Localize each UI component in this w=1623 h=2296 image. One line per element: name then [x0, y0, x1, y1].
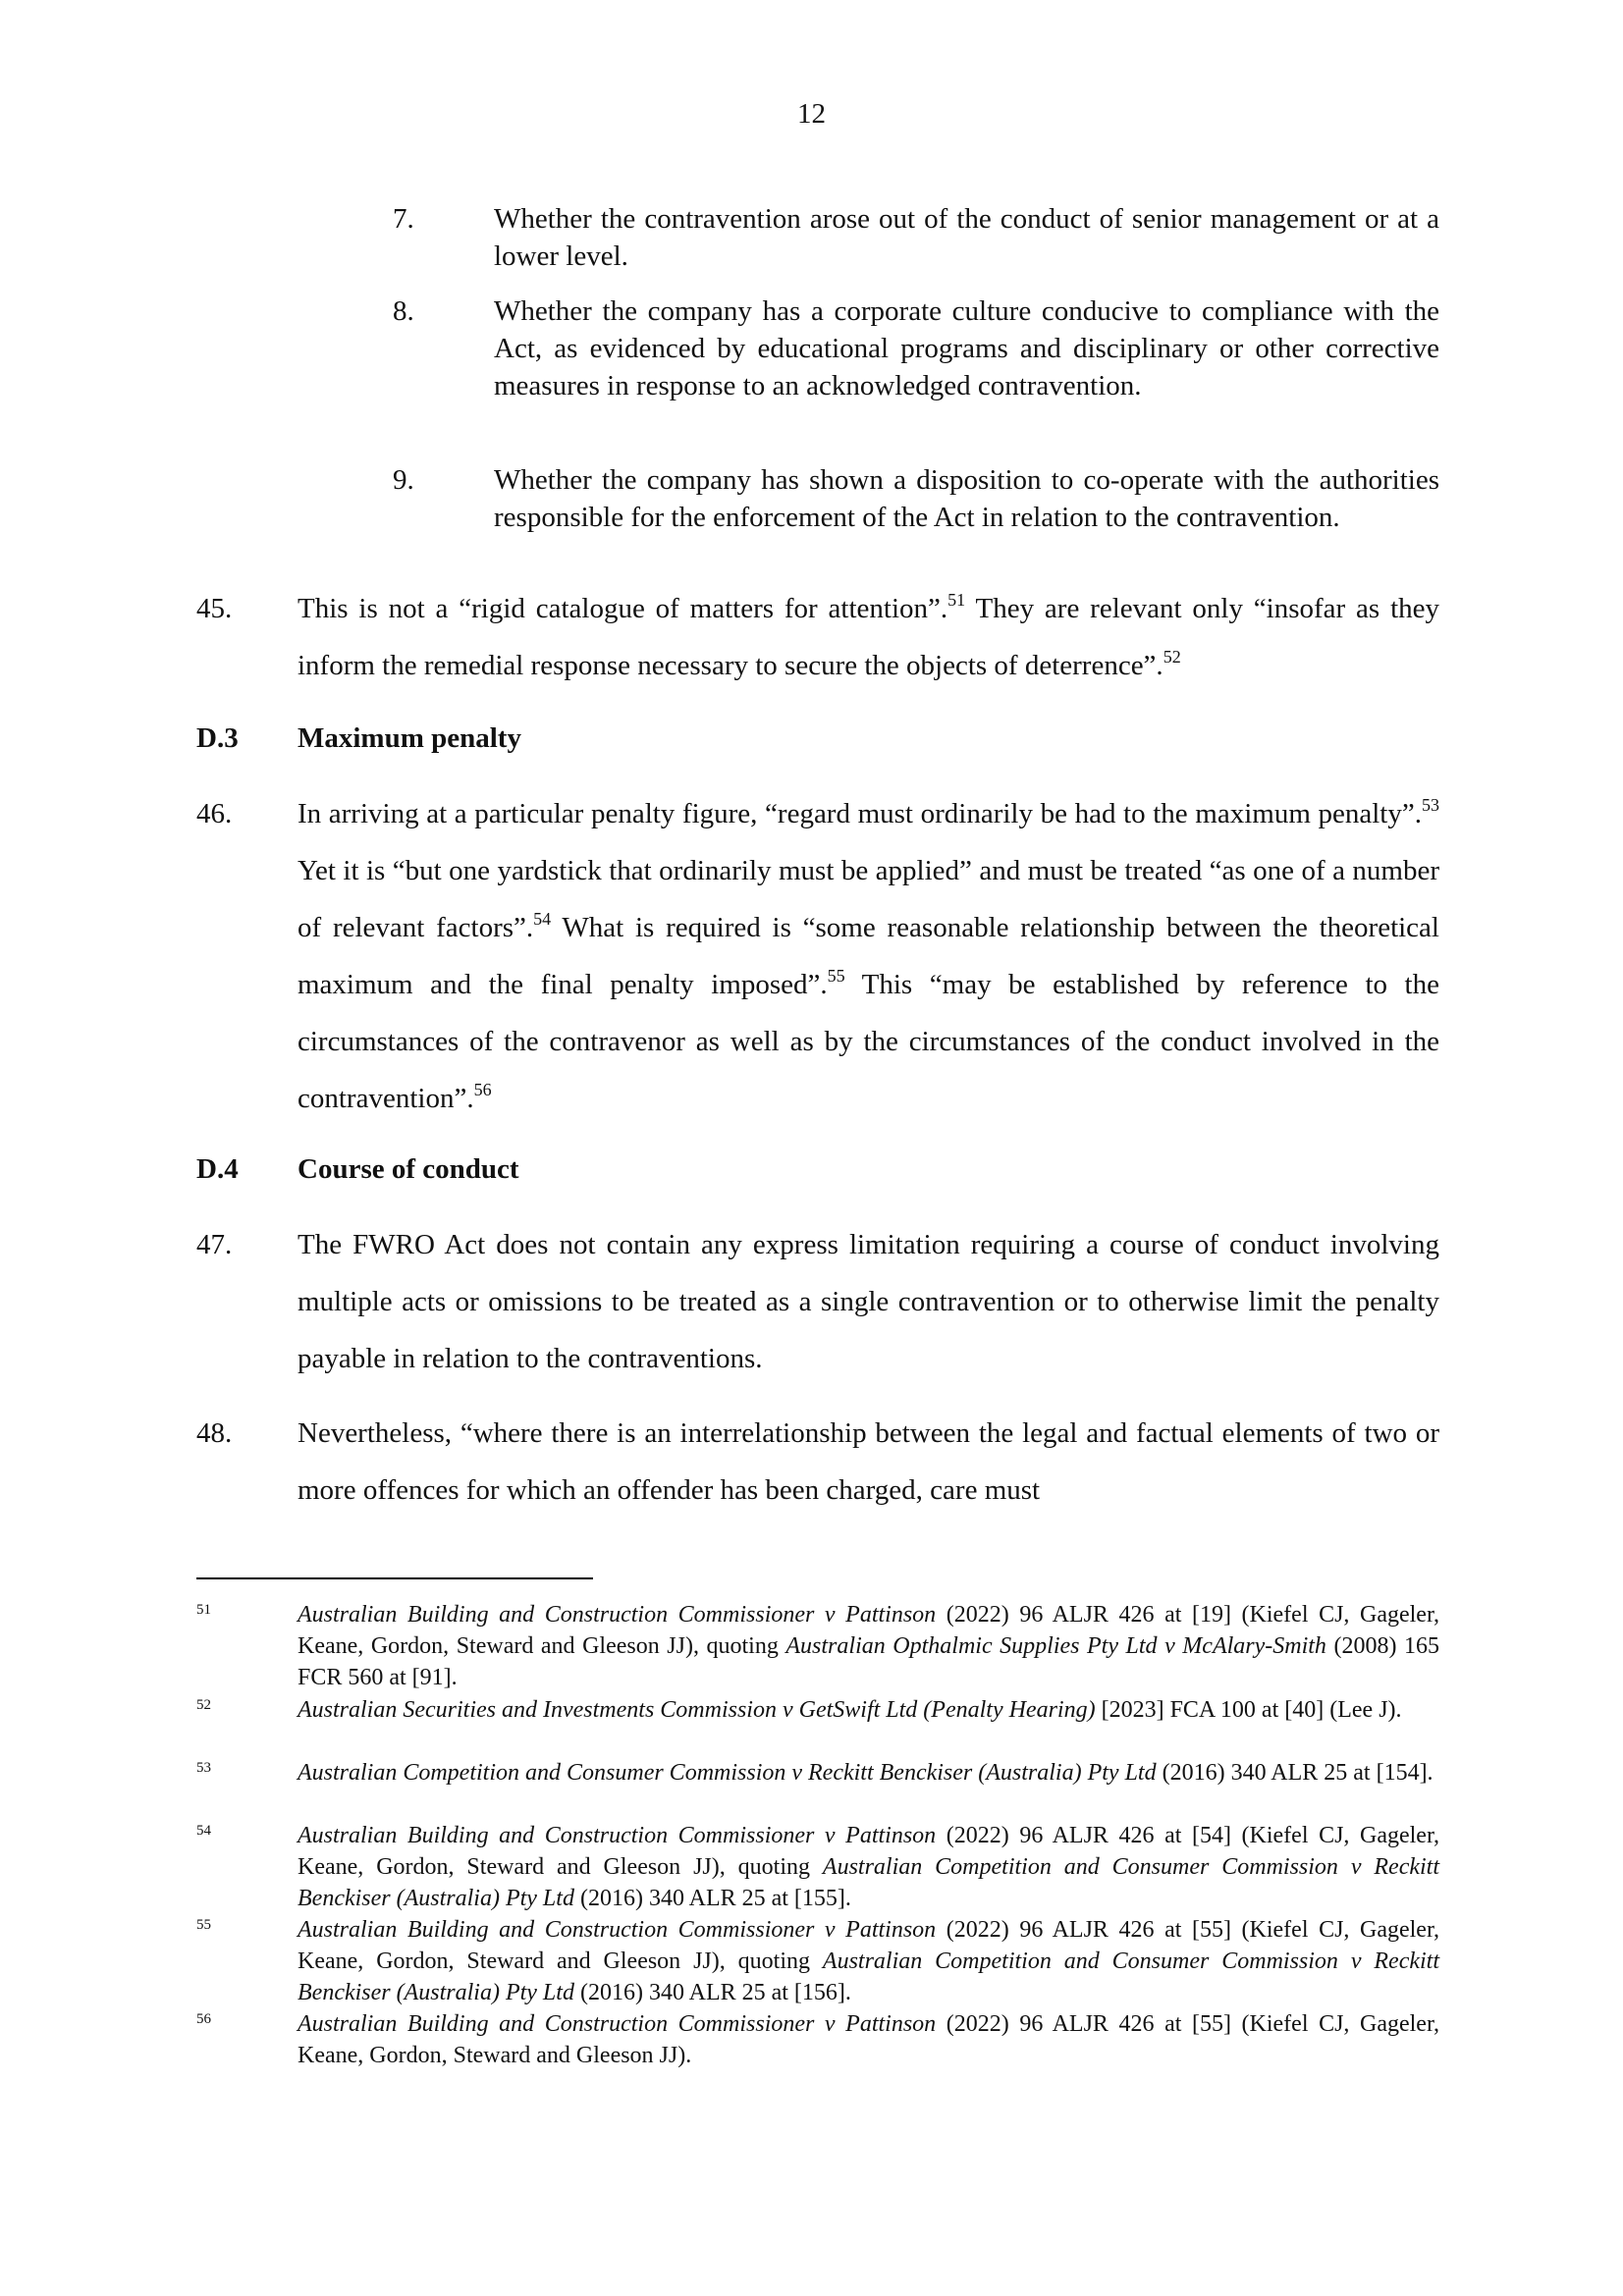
list-item-number: 7. [393, 203, 414, 235]
section-number: D.3 [196, 722, 239, 754]
footnote-ref[interactable]: 54 [533, 909, 552, 929]
paragraph-number: 48. [196, 1417, 233, 1449]
footnote-56 [196, 2008, 1439, 2071]
list-item-number: 8. [393, 295, 414, 327]
footnote-text: Australian Building and Construction Commissioner v Pattinson (2022) 96 ALJR 426 at [19] (Kiefel CJ, Gageler, Keane, Gordon, Steward and Gleeson JJ), quoting Australian Opthalmic Supplies Pty Ltd v McAlary-Smith (2008) 165 FCR 560 at [91]. [298, 1602, 1440, 1690]
paragraph-text: In arriving at a particular penalty figure, “regard must ordinarily be had to the maximum penalty”.$^{53}$ Yet it is “but one yardstick that ordinarily must be applied” and must be treated “as one of a number of relevant factors”.$^{54}$ What is required is “some reasonable relationship between the theoretical maximum and the final penalty imposed”.$^{55}$ This “may be established by reference to the circumstances of the contravenor as well as by the circumstances of the conduct involved in the contravention”.$^{56}$ [298, 795, 1439, 1114]
footnote-text: Australian Building and Construction Commissioner v Pattinson (2022) 96 ALJR 426 at [54] (Kiefel CJ, Gageler, Keane, Gordon, Steward and Gleeson JJ), quoting Australian Competition and Consumer Commission v Reckitt Benckiser (Australia) Pty Ltd (2016) 340 ALR 25 at [155]. [298, 1823, 1440, 1911]
footnote-ref[interactable]: 52 [1163, 647, 1181, 667]
footnote-ref[interactable]: 51 [947, 590, 966, 610]
footnote-53 [196, 1757, 1439, 1789]
footnote-number: 54 [196, 1823, 211, 1839]
paragraph-46 [196, 785, 1439, 1127]
paragraph-number: 46. [196, 798, 233, 829]
page-number: 12 [797, 98, 826, 130]
footnote-number: 53 [196, 1760, 211, 1776]
list-item-text: Whether the company has shown a disposition to co-operate with the authorities responsible for the enforcement of the Act in relation to the contravention. [494, 464, 1439, 533]
paragraph-number: 47. [196, 1229, 233, 1260]
footnote-text: Australian Securities and Investments Commission v GetSwift Ltd (Penalty Hearing) [2023] FCA 100 at [40] (Lee J). [298, 1697, 1402, 1723]
paragraph-48 [196, 1405, 1439, 1519]
list-item-number: 9. [393, 464, 414, 496]
footnote-number: 56 [196, 2011, 211, 2027]
paragraph-text: The FWRO Act does not contain any express limitation requiring a course of conduct involving multiple acts or omissions to be treated as a single contravention or to otherwise limit the penalty payable in relation to the contraventions. [298, 1229, 1439, 1374]
footnote-text: Australian Building and Construction Commissioner v Pattinson (2022) 96 ALJR 426 at [55] (Kiefel CJ, Gageler, Keane, Gordon, Steward and Gleeson JJ). [298, 2011, 1439, 2068]
footnote-separator [196, 1577, 593, 1579]
footnote-55 [196, 1914, 1439, 2008]
footnote-text: Australian Building and Construction Commissioner v Pattinson (2022) 96 ALJR 426 at [55] (Kiefel CJ, Gageler, Keane, Gordon, Steward and Gleeson JJ), quoting Australian Competition and Consumer Commission v Reckitt Benckiser (Australia) Pty Ltd (2016) 340 ALR 25 at [156]. [298, 1917, 1440, 2005]
footnote-number: 52 [196, 1697, 211, 1713]
list-item [393, 461, 1439, 536]
footnote-number: 55 [196, 1917, 211, 1933]
footnote-54 [196, 1820, 1439, 1914]
paragraph-45 [196, 580, 1439, 694]
paragraph-text: Nevertheless, “where there is an interrelationship between the legal and factual elements of two or more offences for which an offender has been charged, care must [298, 1417, 1439, 1506]
list-item [393, 200, 1439, 275]
paragraph-47 [196, 1216, 1439, 1387]
section-title: Maximum penalty [298, 722, 521, 754]
footnote-ref[interactable]: 55 [827, 966, 845, 986]
paragraph-text: This is not a “rigid catalogue of matters for attention”.$^{51}$ They are relevant only “insofar as they inform the remedial response necessary to secure the objects of deterrence”.$^{52}$ [298, 590, 1439, 681]
list-item [393, 293, 1439, 404]
footnote-number: 51 [196, 1602, 211, 1618]
footnote-52 [196, 1694, 1439, 1726]
list-item-text: Whether the company has a corporate culture conducive to compliance with the Act, as evidenced by educational programs and disciplinary or other corrective measures in response to an acknowledged contravention. [494, 295, 1439, 401]
list-item-text: Whether the contravention arose out of the conduct of senior management or at a lower level. [494, 203, 1439, 272]
footnote-51 [196, 1599, 1439, 1693]
footnote-ref[interactable]: 53 [1422, 795, 1439, 815]
paragraph-number: 45. [196, 593, 233, 624]
footnote-text: Australian Competition and Consumer Commission v Reckitt Benckiser (Australia) Pty Ltd (2016) 340 ALR 25 at [154]. [298, 1760, 1434, 1786]
section-title: Course of conduct [298, 1153, 519, 1185]
section-number: D.4 [196, 1153, 239, 1185]
footnote-ref[interactable]: 56 [473, 1080, 492, 1099]
